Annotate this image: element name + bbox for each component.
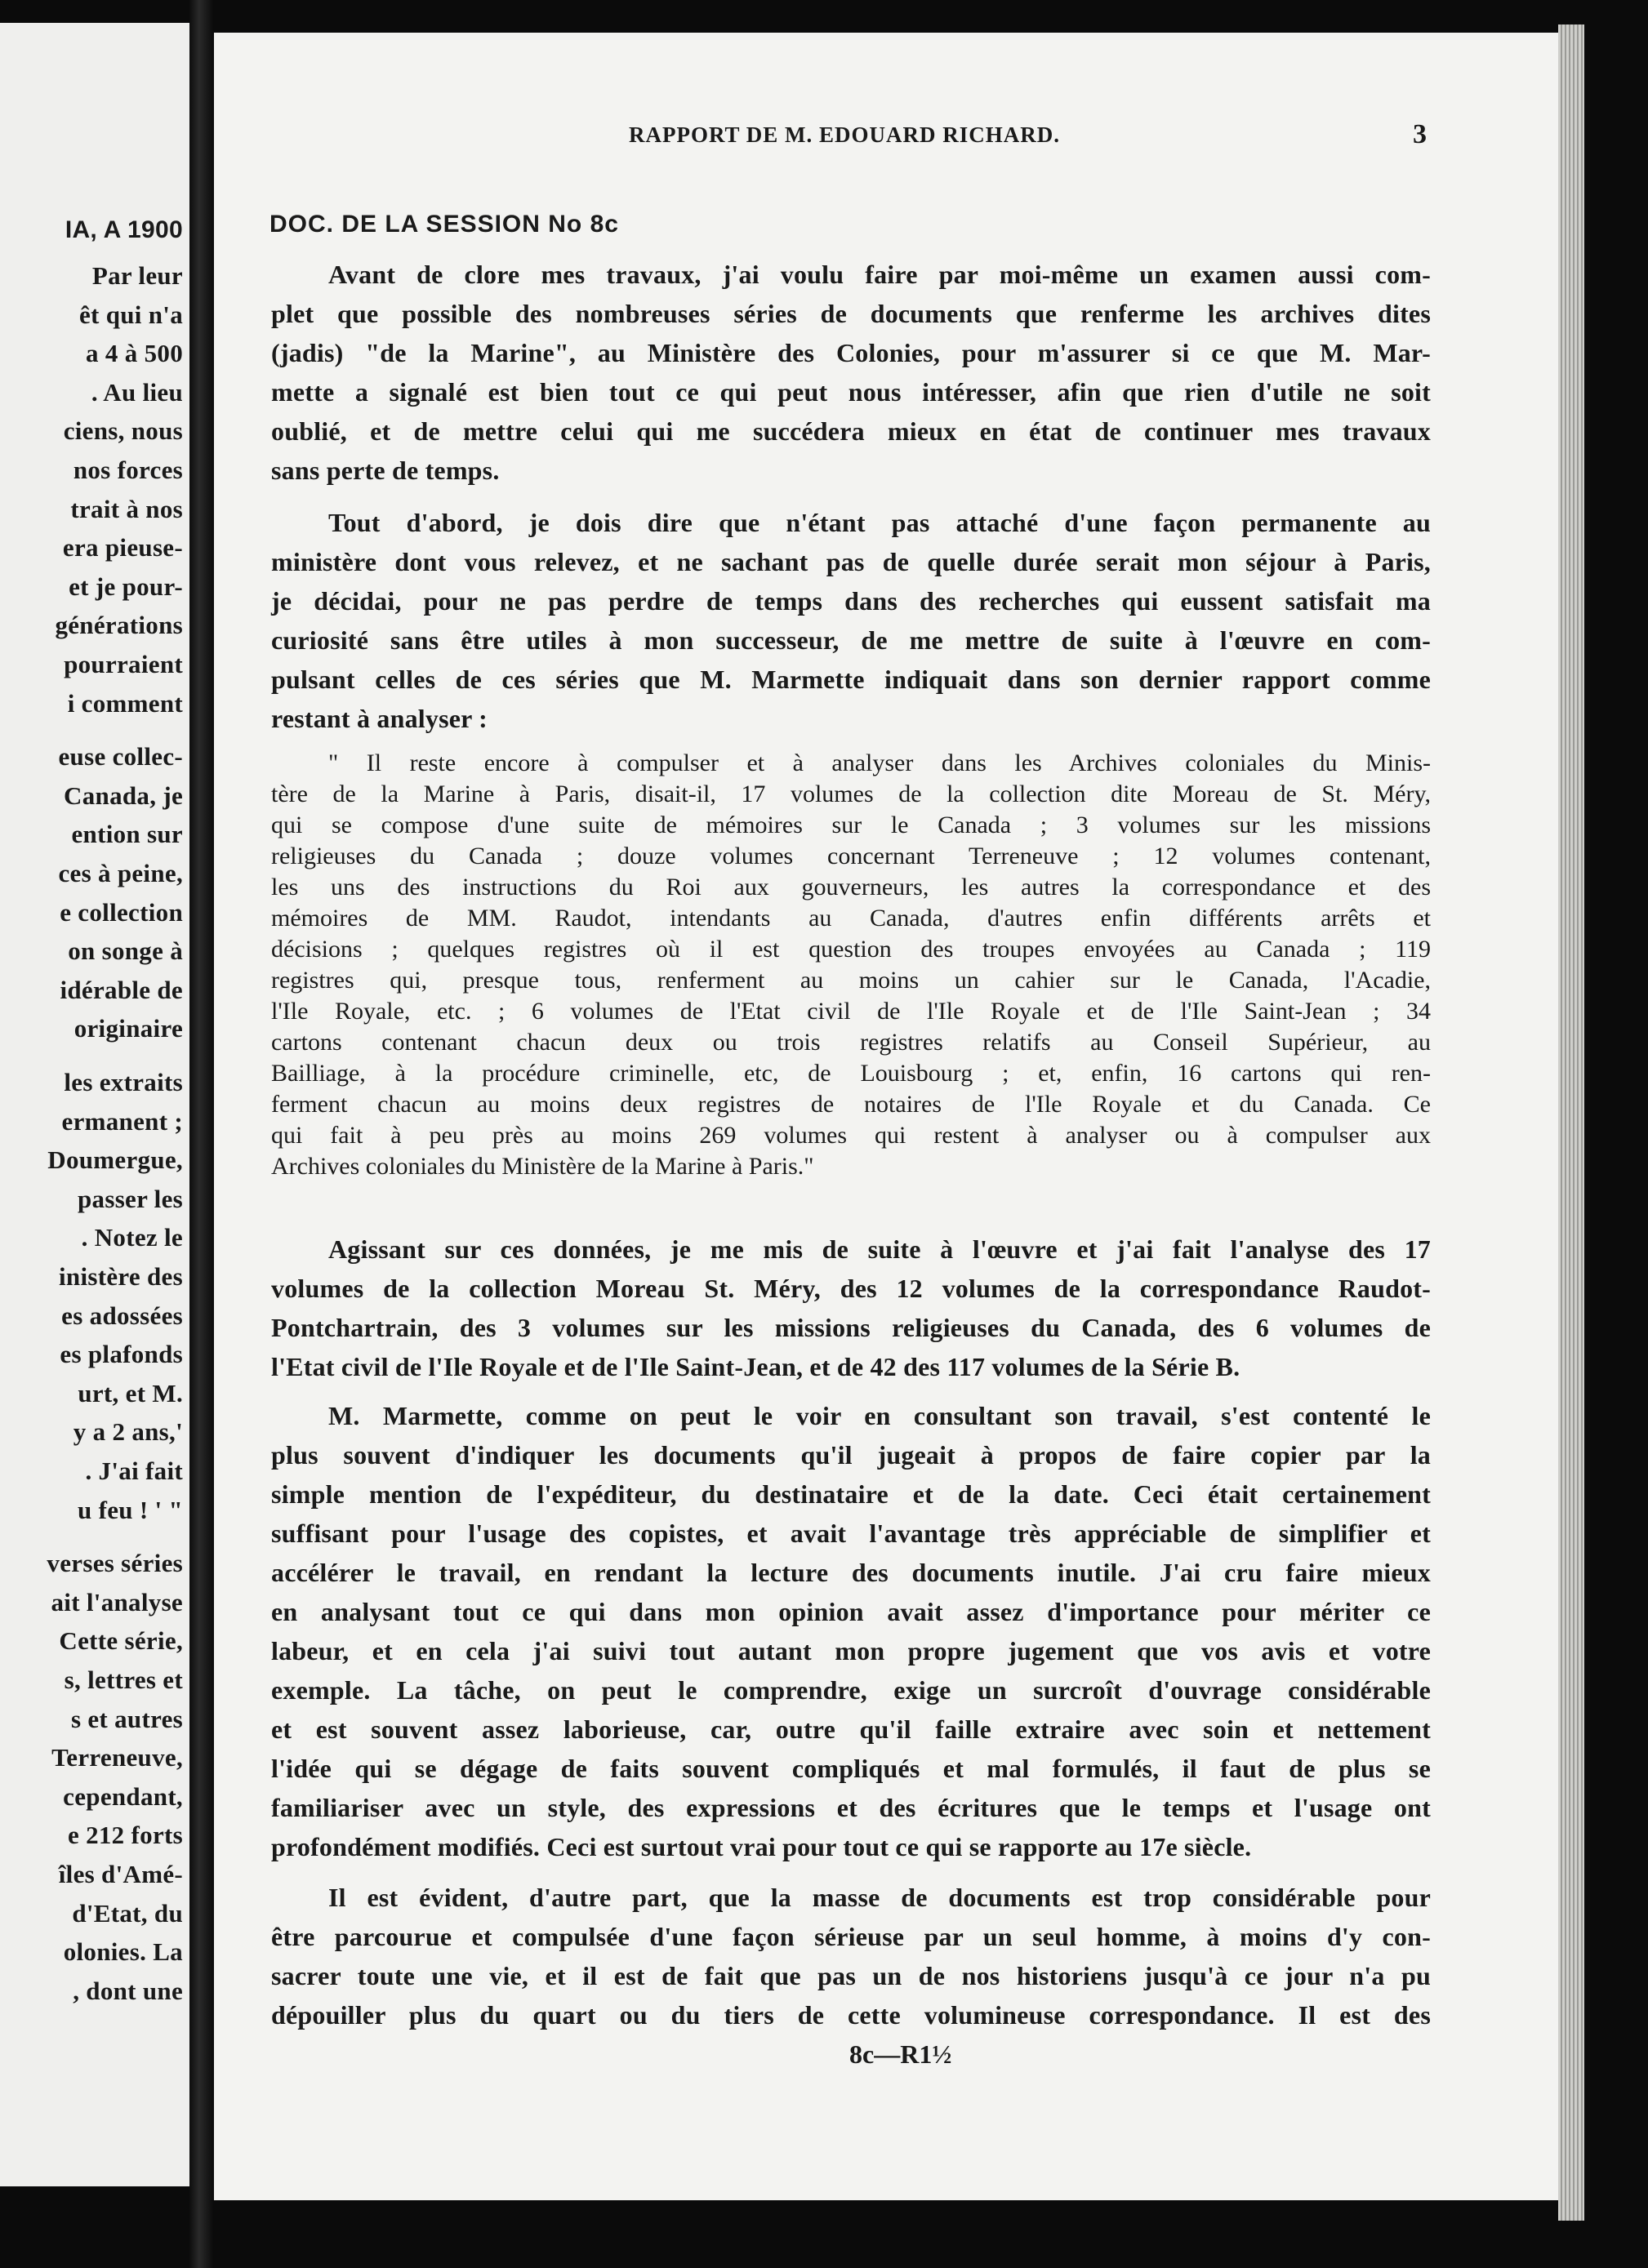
paragraph-3 — [271, 1230, 1431, 1386]
left-page-line: nos forces — [73, 456, 183, 484]
paragraph-1 — [271, 255, 1431, 490]
left-page-line: passer les — [77, 1184, 183, 1213]
text-line: en analysant tout ce qui dans mon opinion avait assez d'importance pour mériter ce — [271, 1597, 1431, 1626]
quote-line: décisions ; quelques registres où il est question des troupes envoyées au Canada ; 119 — [271, 936, 1431, 963]
text-line: restant à analyser : — [271, 704, 488, 733]
text-line: ministère dont vous relevez, et ne sachant pas de quelle durée serait mon séjour à Paris, — [271, 547, 1431, 576]
paragraph-4 — [271, 1396, 1431, 1866]
text-line: familiariser avec un style, des expressions et des écritures que le temps et l'usage ont — [271, 1793, 1431, 1822]
left-page-line: trait à nos — [70, 494, 183, 523]
page-number: 3 — [1413, 119, 1427, 149]
text-line: sacrer toute une vie, et il est de fait que pas un de nos historiens jusqu'à ce jour n'a pu — [271, 1961, 1431, 1990]
left-page-line: u feu ! ' " — [77, 1495, 183, 1524]
left-facing-page — [0, 23, 189, 2186]
left-page-line: ces à peine, — [58, 859, 183, 887]
left-page-line: ciens, nous — [63, 416, 183, 446]
quote-line: cartons contenant chacun deux ou trois registres relatifs au Conseil Supérieur, au — [271, 1029, 1431, 1056]
text-line: profondément modifiés. Ceci est surtout vrai pour tout ce qui se rapporte au 17e siècle. — [271, 1832, 1252, 1861]
left-page-line: pourraient — [64, 650, 183, 678]
text-line: mette a signalé est bien tout ce qui peut nous intéresser, afin que rien d'utile ne soit — [271, 377, 1431, 407]
quote-line: " Il reste encore à compulser et à analyser dans les Archives coloniales du Minis- — [328, 749, 1431, 776]
left-page-line: Doumergue, — [47, 1145, 183, 1175]
left-page-line: Par leur — [91, 261, 183, 290]
left-page-line: ait l'analyse — [51, 1587, 183, 1617]
quote-line: religieuses du Canada ; douze volumes concernant Terreneuve ; 12 volumes contenant, — [271, 843, 1431, 869]
left-page-line: ermanent ; — [61, 1106, 183, 1136]
left-page-line: a 4 à 500 — [86, 339, 183, 368]
text-line: volumes de la collection Moreau St. Méry, des 12 volumes de la correspondance Raudot- — [271, 1274, 1431, 1303]
text-line: pulsant celles de ces séries que M. Marmette indiquait dans son dernier rapport comme — [271, 665, 1431, 694]
left-page-line: Canada, je — [64, 780, 183, 810]
text-line: Avant de clore mes travaux, j'ai voulu faire par moi-même un examen aussi com- — [328, 260, 1431, 289]
left-page-line: s, lettres et — [64, 1665, 183, 1694]
left-page-line: Terreneuve, — [51, 1743, 183, 1772]
text-line: oublié, et de mettre celui qui me succédera mieux en état de continuer mes travaux — [271, 416, 1431, 446]
left-page-line: les extraits — [64, 1068, 183, 1096]
left-page-line: originaire — [73, 1014, 183, 1043]
left-page-line: i comment — [67, 688, 183, 718]
page-edges — [1558, 24, 1584, 2221]
text-line: Il est évident, d'autre part, que la masse de documents est trop considérable pour — [328, 1883, 1431, 1912]
left-page-line: Cette série, — [59, 1626, 183, 1656]
text-line: Pontchartrain, des 3 volumes sur les missions religieuses du Canada, des 6 volumes de — [271, 1313, 1431, 1342]
text-line: l'Etat civil de l'Ile Royale et de l'Ile Saint-Jean, et de 42 des 117 volumes de la Série B. — [271, 1352, 1240, 1381]
text-line: exemple. La tâche, on peut le comprendre, exige un surcroît d'ouvrage considérable — [271, 1675, 1431, 1705]
text-line: l'idée qui se dégage de faits souvent compliqués et mal formulés, il faut de plus se — [271, 1754, 1431, 1783]
left-page-line: urt, et M. — [78, 1378, 183, 1407]
text-line: Agissant sur ces données, je me mis de suite à l'œuvre et j'ai fait l'analyse des 17 — [328, 1234, 1431, 1264]
text-line: accélérer le travail, en rendant la lecture des documents inutile. J'ai cru faire mieux — [271, 1558, 1431, 1587]
left-page-line: verses séries — [47, 1549, 183, 1578]
left-page-line: es plafonds — [60, 1340, 183, 1369]
text-line: suffisant pour l'usage des copistes, et avait l'avantage très appréciable de simplifier et — [271, 1519, 1431, 1548]
left-page-line: générations — [55, 611, 183, 640]
text-line: simple mention de l'expéditeur, du destinataire et de la date. Ceci était certainement — [271, 1479, 1431, 1509]
quote-line: Bailliage, à la procédure criminelle, etc, de Louisbourg ; et, enfin, 16 cartons qui ren- — [271, 1060, 1431, 1087]
text-line: (jadis) "de la Marine", au Ministère des Colonies, pour m'assurer si ce que M. Mar- — [271, 338, 1431, 367]
left-page-line: inistère des — [59, 1262, 183, 1291]
quotation — [271, 748, 1431, 1182]
book-spine — [189, 0, 214, 2268]
left-page-line: cependant, — [63, 1781, 183, 1811]
left-page-line: y a 2 ans,' — [73, 1417, 183, 1447]
left-page-line: e 212 forts — [67, 1821, 183, 1850]
text-line: sans perte de temps. — [271, 456, 500, 485]
left-page-line: ention sur — [71, 820, 183, 849]
quote-line: Archives coloniales du Ministère de la Marine à Paris." — [271, 1153, 814, 1180]
left-page-line: êt qui n'a — [78, 300, 183, 329]
left-page-line: s et autres — [70, 1704, 183, 1733]
paragraph-5 — [271, 1878, 1431, 2035]
quote-line: qui se compose d'une suite de mémoires sur le Canada ; 3 volumes sur les missions — [271, 812, 1431, 838]
left-page-line: es adossées — [61, 1301, 183, 1330]
quote-line: l'Ile Royale, etc. ; 6 volumes de l'Etat civil de l'Ile Royale et de l'Ile Saint-Jean ; 34 — [271, 998, 1431, 1025]
left-page-line: , dont une — [73, 1976, 183, 2005]
text-line: je décidai, pour ne pas perdre de temps dans des recherches qui eussent satisfait ma — [271, 586, 1431, 616]
text-line: être parcourue et compulsée d'une façon sérieuse par un seul homme, à moins d'y con- — [271, 1922, 1431, 1951]
text-line: labeur, et en cela j'ai suivi tout autant mon propre jugement que vos avis et votre — [271, 1636, 1431, 1665]
left-page-line: olonies. La — [63, 1937, 183, 1967]
quote-line: tère de la Marine à Paris, disait-il, 17 volumes de la collection dite Moreau de St. Méry, — [271, 780, 1431, 807]
doc-session-label: DOC. DE LA SESSION No 8c — [269, 211, 619, 238]
left-page-header: IA, A 1900 — [65, 216, 183, 243]
quote-line: mémoires de MM. Raudot, intendants au Canada, d'autres enfin différents arrêts et — [271, 905, 1431, 932]
quote-line: registres qui, presque tous, renferment au moins un cahier sur le Canada, l'Acadie, — [271, 967, 1431, 994]
text-line: dépouiller plus du quart ou du tiers de cette volumineuse correspondance. Il est des — [271, 2000, 1431, 2030]
left-page-line: . J'ai fait — [85, 1456, 183, 1485]
text-line: M. Marmette, comme on peut le voir en consultant son travail, s'est contenté le — [328, 1401, 1431, 1430]
left-page-line: et je pour- — [69, 571, 183, 601]
left-page-line: e collection — [60, 897, 183, 927]
paragraph-2 — [271, 503, 1431, 738]
text-line: Tout d'abord, je dois dire que n'étant pas attaché d'une façon permanente au — [328, 508, 1431, 537]
left-page-line: euse collec- — [58, 742, 183, 772]
left-page-line: idérable de — [60, 975, 183, 1004]
text-line: plet que possible des nombreuses séries de documents que renferme les archives dites — [271, 299, 1431, 328]
running-head: RAPPORT DE M. EDOUARD RICHARD. — [629, 122, 1061, 147]
left-page-line: . Au lieu — [91, 377, 183, 407]
quote-line: ferment chacun au moins deux registres de notaires de l'Ile Royale et du Canada. Ce — [271, 1091, 1431, 1118]
quote-line: qui fait à peu près au moins 269 volumes qui restent à analyser ou à compulser aux — [271, 1122, 1431, 1149]
left-page-line: era pieuse- — [62, 533, 183, 563]
left-page-line: on songe à — [68, 936, 183, 966]
quote-line: les uns des instructions du Roi aux gouverneurs, les autres la correspondance et des — [271, 874, 1431, 901]
left-page-line: d'Etat, du — [72, 1898, 183, 1928]
left-page-line: îles d'Amé- — [58, 1860, 183, 1888]
text-line: et est souvent assez laborieuse, car, outre qu'il faille extraire avec soin et nettement — [271, 1714, 1431, 1744]
text-line: plus souvent d'indiquer les documents qu'il jugeait à propos de faire copier par la — [271, 1440, 1431, 1470]
text-line: curiosité sans être utiles à mon successeur, de me mettre de suite à l'œuvre en com- — [271, 625, 1431, 655]
signature-mark: 8c—R1½ — [849, 2039, 952, 2069]
left-page-line: . Notez le — [81, 1223, 183, 1252]
